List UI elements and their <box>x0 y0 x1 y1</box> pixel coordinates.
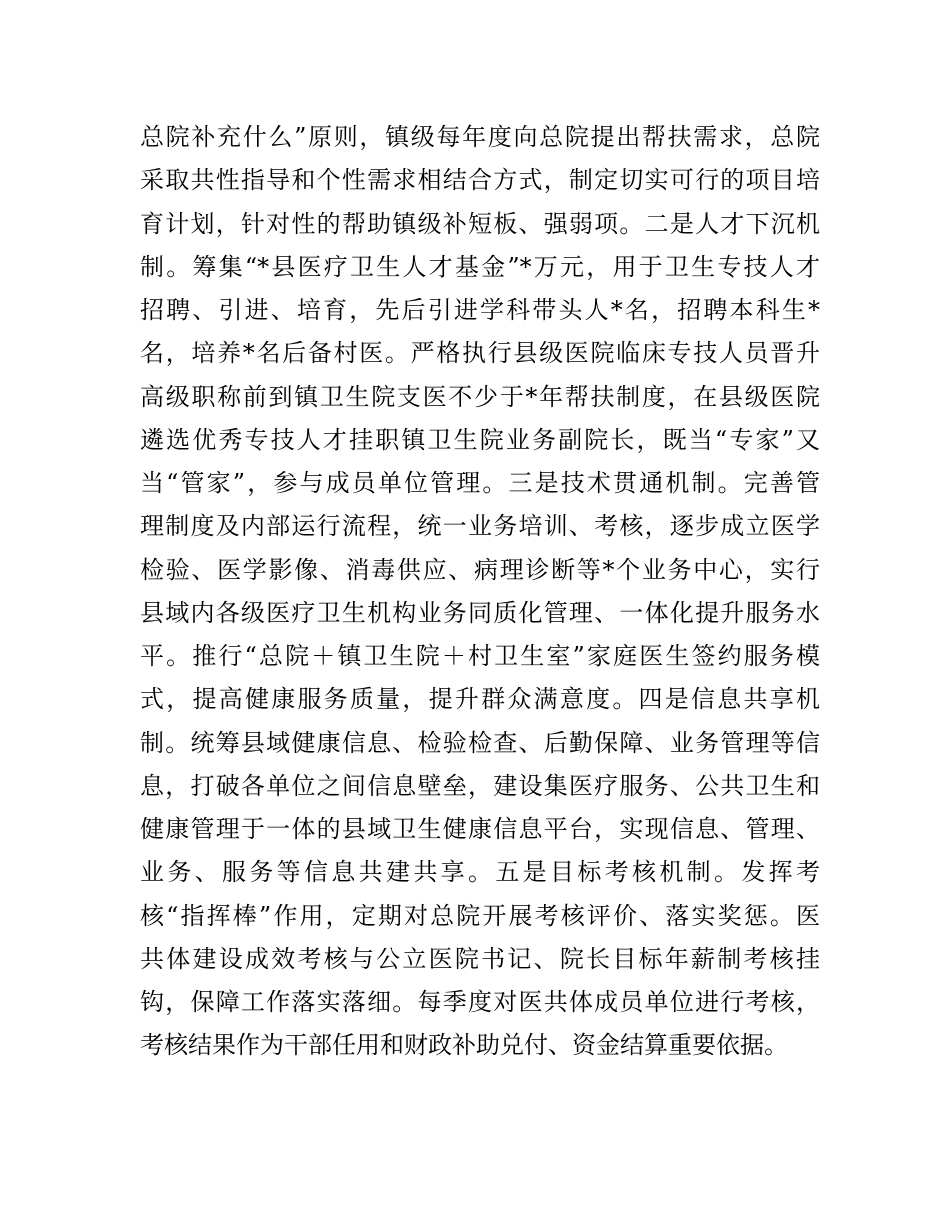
text-line: 当“管家”，参与成员单位管理。三是技术贯通机制。完善管 <box>140 469 820 497</box>
text-line: 县域内各级医疗卫生机构业务同质化管理、一体化提升服务水 <box>140 598 820 627</box>
text-line: 共体建设成效考核与公立医院书记、院长目标年薪制考核挂 <box>140 944 820 973</box>
text-line: 考核结果作为干部任用和财政补助兑付、资金结算重要依据。 <box>140 1031 788 1060</box>
text-line: 名，培养*名后备村医。严格执行县级医院临床专技人员晋升 <box>140 339 820 368</box>
text-line: 平。推行“总院＋镇卫生院＋村卫生室”家庭医生签约服务模 <box>140 642 820 670</box>
text-line: 息，打破各单位之间信息壁垒，建设集医疗服务、公共卫生和 <box>140 771 820 800</box>
text-line: 核“指挥棒”作用，定期对总院开展考核评价、落实奖惩。医 <box>140 901 820 930</box>
text-line: 育计划，针对性的帮助镇级补短板、强弱项。二是人才下沉机 <box>140 209 820 238</box>
text-line: 制。统筹县域健康信息、检验检查、后勤保障、业务管理等信 <box>140 728 820 757</box>
body-text <box>140 116 820 1068</box>
text-line: 钩，保障工作落实落细。每季度对医共体成员单位进行考核， <box>140 988 820 1016</box>
text-line: 总院补充什么”原则，镇级每年度向总院提出帮扶需求，总院 <box>140 123 820 151</box>
text-line: 式，提高健康服务质量，提升群众满意度。四是信息共享机 <box>140 685 820 714</box>
text-line: 业务、服务等信息共建共享。五是目标考核机制。发挥考 <box>140 858 820 887</box>
text-line: 理制度及内部运行流程，统一业务培训、考核，逐步成立医学 <box>140 512 820 541</box>
text-line: 制。筹集“*县医疗卫生人才基金”*万元，用于卫生专技人才 <box>140 252 820 281</box>
text-line: 招聘、引进、培育，先后引进学科带头人*名，招聘本科生* <box>140 296 820 324</box>
text-line: 健康管理于一体的县域卫生健康信息平台，实现信息、管理、 <box>140 815 820 843</box>
text-line: 遴选优秀专技人才挂职镇卫生院业务副院长，既当“专家”又 <box>140 425 820 454</box>
text-line: 采取共性指导和个性需求相结合方式，制定切实可行的项目培 <box>140 166 820 195</box>
text-line: 高级职称前到镇卫生院支医不少于*年帮扶制度，在县级医院 <box>140 382 820 411</box>
text-line: 检验、医学影像、消毒供应、病理诊断等*个业务中心，实行 <box>140 555 820 584</box>
